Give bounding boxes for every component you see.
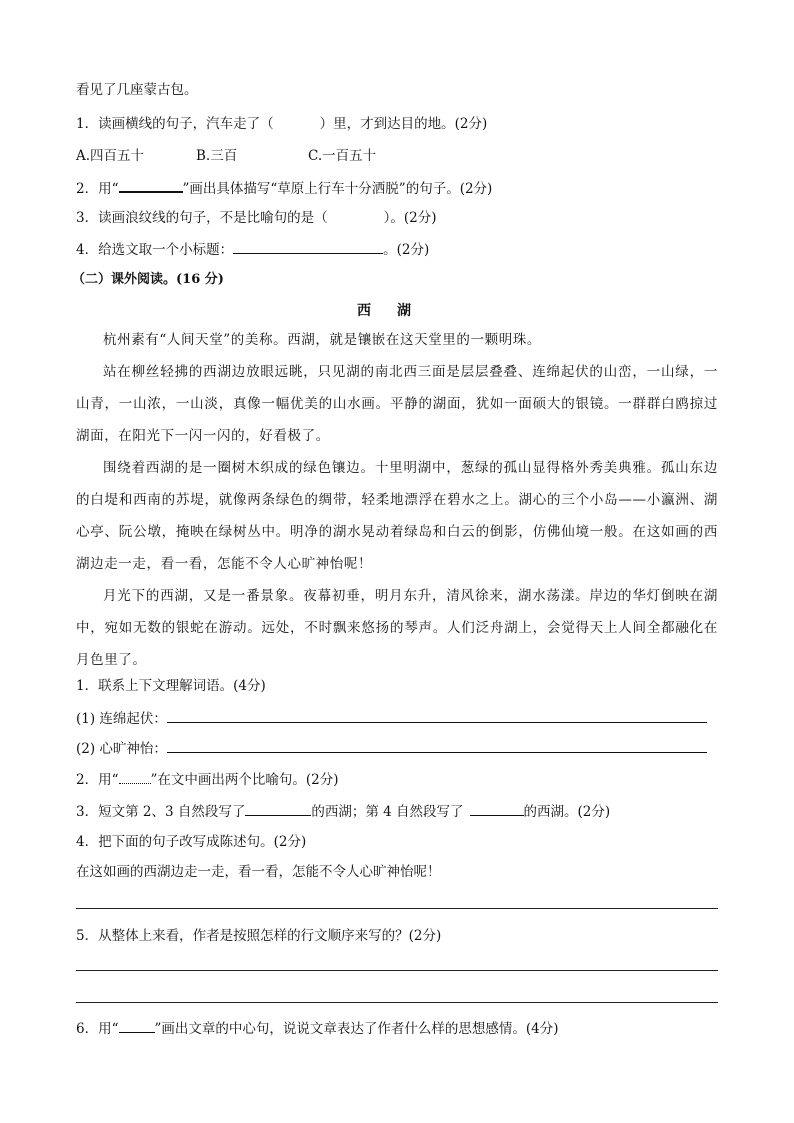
reading-question-2-suffix: ”在文中画出两个比喻句。(2分) [150, 772, 339, 788]
option-c: C.一百五十 [308, 148, 377, 164]
article-title: 西湖 [357, 303, 437, 319]
underline-sample [119, 1018, 155, 1033]
reading-question-5: 5．从整体上来看，作者是按照怎样的行文顺序来写的？(2分) [76, 928, 442, 944]
reading-question-3 [76, 801, 610, 822]
item-label: (1) 连绵起伏： [76, 711, 167, 727]
reading-question-2 [76, 770, 339, 790]
question-2-suffix: ”画出具体描写“草原上行车十分洒脱”的句子。(2分) [182, 181, 493, 197]
answer-line[interactable] [76, 908, 718, 909]
reading-question-1-item-2 [76, 738, 707, 759]
reading-question-1-item-1 [76, 708, 707, 729]
underline-sample [119, 177, 183, 193]
answer-line[interactable] [76, 970, 718, 971]
answer-line[interactable] [76, 1002, 718, 1003]
question-4-tail: 。(2分) [383, 242, 430, 258]
article-paragraph-4: 月光下的西湖，又是一番景象。夜幕初垂，明月东升，清风徐来，湖水荡漾。岸边的华灯倒映在湖中，宛如无数的银蛇在游动。远处，不时飘来悠扬的琴声。人们泛舟湖上，会觉得天上人间全都融化在月色里了。 [76, 588, 718, 668]
question-3 [76, 208, 436, 228]
intro-line: 看见了几座蒙古包。 [76, 82, 198, 98]
reading-question-4: 4．把下面的句子改写成陈述句。(2分) [76, 834, 307, 850]
reading-question-2-prefix: 2．用“ [76, 772, 119, 788]
answer-blank[interactable] [233, 239, 383, 254]
question-2-prefix: 2．用“ [76, 181, 119, 197]
wavy-line-sample [119, 773, 151, 784]
reading-question-6-suffix: ”画出文章的中心句，说说文章表达了作者什么样的思想感情。(4分) [154, 1021, 559, 1037]
reading-question-4-sentence: 在这如画的西湖边走一走，看一看，怎能不令人心旷神怡呢！ [76, 864, 441, 880]
answer-blank[interactable] [470, 801, 524, 816]
option-a: A.四百五十 [76, 148, 145, 164]
answer-blank[interactable] [245, 801, 311, 816]
article-paragraph-2: 站在柳丝轻拂的西湖边放眼远眺，只见湖的南北西三面是层层叠叠、连绵起伏的山峦，一山绿，一山青，一山浓，一山淡，真像一幅优美的山水画。平静的湖面，犹如一面硕大的银镜。一群群白鸥掠过湖面，在阳光下一闪一闪的，好看极了。 [76, 364, 718, 444]
question-1-tail: ）里，才到达目的地。(2分) [319, 116, 488, 132]
section-heading: （二）课外阅读。(16 分) [72, 272, 224, 287]
question-4-text: 4．给选文取一个小标题： [76, 242, 234, 258]
question-3-tail: ）。(2分) [383, 210, 437, 226]
answer-blank[interactable] [167, 738, 707, 753]
item-label: (2) 心旷神怡： [76, 741, 167, 757]
reading-question-3-part-c: 的西湖。(2分) [523, 804, 611, 820]
question-2 [76, 177, 492, 199]
reading-question-6 [76, 1018, 559, 1039]
question-3-text: 3．读画浪纹线的句子，不是比喻句的是（ [76, 210, 328, 226]
question-1-text: 1．读画横线的句子，汽车走了（ [76, 116, 274, 132]
article-paragraph-1: 杭州素有“人间天堂”的美称。西湖，就是镶嵌在这天堂里的一颗明珠。 [103, 332, 542, 348]
question-1-options [76, 146, 376, 166]
reading-question-3-part-b: 的西湖；第 4 自然段写了 [311, 804, 464, 820]
article-paragraph-3: 围绕着西湖的是一圈树木织成的绿色镶边。十里明湖中，葱绿的孤山显得格外秀美典雅。孤山东边的白堤和西南的苏堤，就像两条绿色的绸带，轻柔地漂浮在碧水之上。湖心的三个小岛——小瀛洲、湖心亭、阮公墩，掩映在绿树丛中。明净的湖水晃动着绿岛和白云的倒影，仿佛仙境一般。在这如画的西湖边走一走，看一看，怎能不令人心旷神怡呢！ [76, 460, 718, 572]
question-4 [76, 239, 429, 260]
reading-question-3-part-a: 3．短文第 2、3 自然段写了 [76, 804, 246, 820]
reading-question-1: 1．联系上下文理解词语。(4分) [76, 678, 266, 694]
answer-blank[interactable] [167, 708, 707, 723]
question-1 [76, 114, 487, 134]
reading-question-6-prefix: 6．用“ [76, 1021, 119, 1037]
option-b: B.三百 [196, 148, 238, 164]
